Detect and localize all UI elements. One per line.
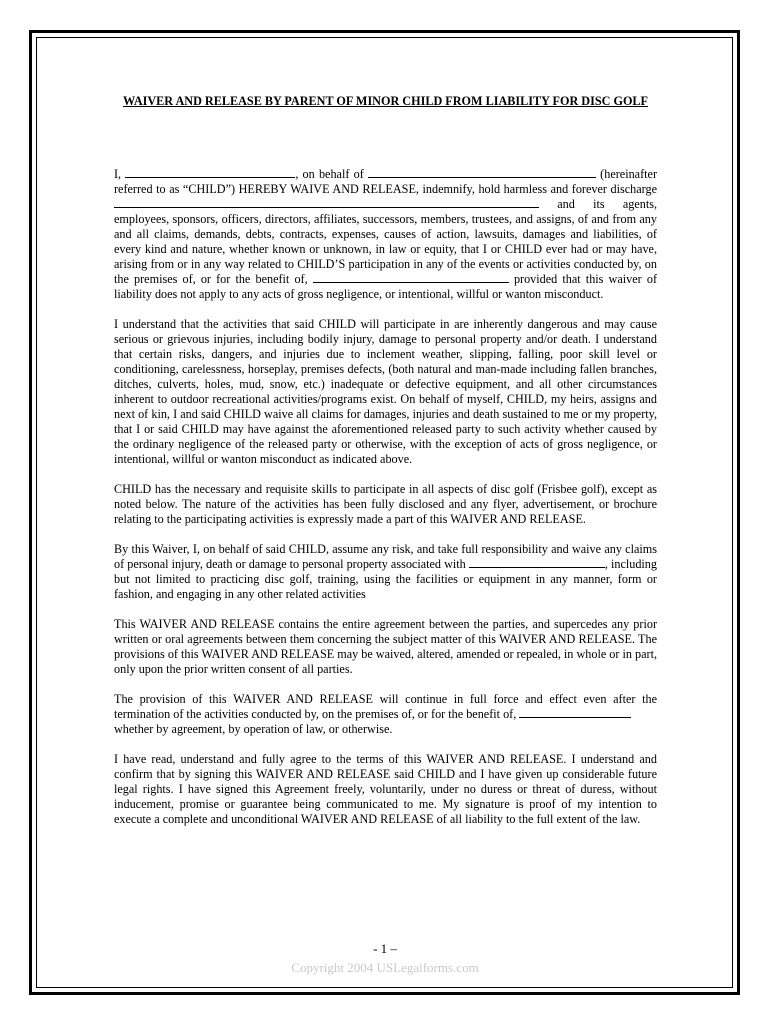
text-fragment: The provision of this WAIVER AND RELEASE will continue in full force and effect even after the termination of the activities conducted by, on the premises of, or for the benefit of, <box>114 692 657 721</box>
child-name-blank[interactable] <box>368 167 596 178</box>
document-title: WAIVER AND RELEASE BY PARENT OF MINOR CHILD FROM LIABILITY FOR DISC GOLF <box>122 94 649 108</box>
released-party-blank[interactable] <box>114 197 539 208</box>
text-fragment: (hereinafter referred to as “CHILD”) HEREBY WAIVE AND RELEASE, indemnify, hold harmless and forever discharge <box>114 167 658 196</box>
text-fragment: , on behalf of <box>295 167 364 181</box>
parent-name-blank[interactable] <box>125 167 295 178</box>
copyright-watermark: Copyright 2004 USLegalforms.com <box>291 960 479 975</box>
text-fragment: and its agents, employees, sponsors, officers, directors, affiliates, successors, members, trustees, and assigns, of and from any and all claims, demands, debts, contracts, expenses, causes of action, lawsuits, damages and liabilities, of every kind and nature, whether known or unknown, in law or equity, that I or CHILD ever had or may have, arising from or in any way related to CHILD’S participation in any of the events or activities conducted by, on the premises of, or for the benefit of, <box>114 197 657 286</box>
page-number: - 1 – <box>373 941 397 956</box>
text-fragment: I, <box>114 167 122 181</box>
paragraph-release <box>114 167 657 302</box>
text-fragment: , including but not limited to practicing disc golf, training, using the facilities or equipment in any manner, form or fashion, and engaging in any other related activities <box>114 557 657 601</box>
activity-blank[interactable] <box>469 557 605 568</box>
paragraph-skills: CHILD has the necessary and requisite skills to participate in all aspects of disc golf (Frisbee golf), except as noted below. The nature of the activities has been fully disclosed and any flyer, advertisement, or brochure relating to the participating activities is expressly made a part of this WAIVER AND RELEASE. <box>114 482 657 526</box>
text-fragment: provided that this waiver of liability does not apply to any acts of gross negligence, or intentional, willful or wanton misconduct. <box>114 272 657 301</box>
paragraph-continuation <box>114 692 657 737</box>
benefit-party-blank[interactable] <box>313 272 509 283</box>
paragraph-assume-risk <box>114 542 657 602</box>
paragraph-risks: I understand that the activities that said CHILD will participate in are inherently dangerous and may cause serious or grievous injuries, including bodily injury, damage to personal property and/or death. I understand that certain risks, dangers, and injuries due to inclement weather, slipping, falling, poor skill level or conditioning, carelessness, horseplay, premises defects, (both natural and man-made including fallen branches, ditches, culverts, holes, mud, snow, etc.) inadequate or defective equipment, and all other circumstances inherent to outdoor recreational activities/programs exist. On behalf of myself, CHILD, my heirs, assigns and next of kin, I and said CHILD waive all claims for damages, injuries and death sustained to me or my property, that I or said CHILD may have against the aforementioned released party to such activity whether caused by the ordinary negligence of the released party or otherwise, with the exception of acts of gross negligence, or intentional, willful or wanton misconduct as indicated above. <box>114 317 657 466</box>
paragraph-entire-agreement: This WAIVER AND RELEASE contains the entire agreement between the parties, and supercedes any prior written or oral agreements between them concerning the subject matter of this WAIVER AND RELEASE. The provisions of this WAIVER AND RELEASE may be waived, altered, amended or repealed, in whole or in part, only upon the prior written consent of all parties. <box>114 617 658 676</box>
text-fragment: By this Waiver, I, on behalf of said CHILD, assume any risk, and take full responsibility and waive any claims of personal injury, death or damage to personal property associated with <box>114 542 657 571</box>
continuation-party-blank[interactable] <box>519 707 631 718</box>
text-fragment: whether by agreement, by operation of law, or otherwise. <box>114 722 393 736</box>
document-body <box>114 94 657 842</box>
paragraph-acknowledgment: I have read, understand and fully agree to the terms of this WAIVER AND RELEASE. I understand and confirm that by signing this WAIVER AND RELEASE said CHILD and I have given up considerable future legal rights. I have signed this Agreement freely, voluntarily, under no duress or threat of duress, without inducement, promise or guarantee being communicated to me. My signature is proof of my intention to execute a complete and unconditional WAIVER AND RELEASE of all liability to the full extent of the law. <box>114 752 657 826</box>
